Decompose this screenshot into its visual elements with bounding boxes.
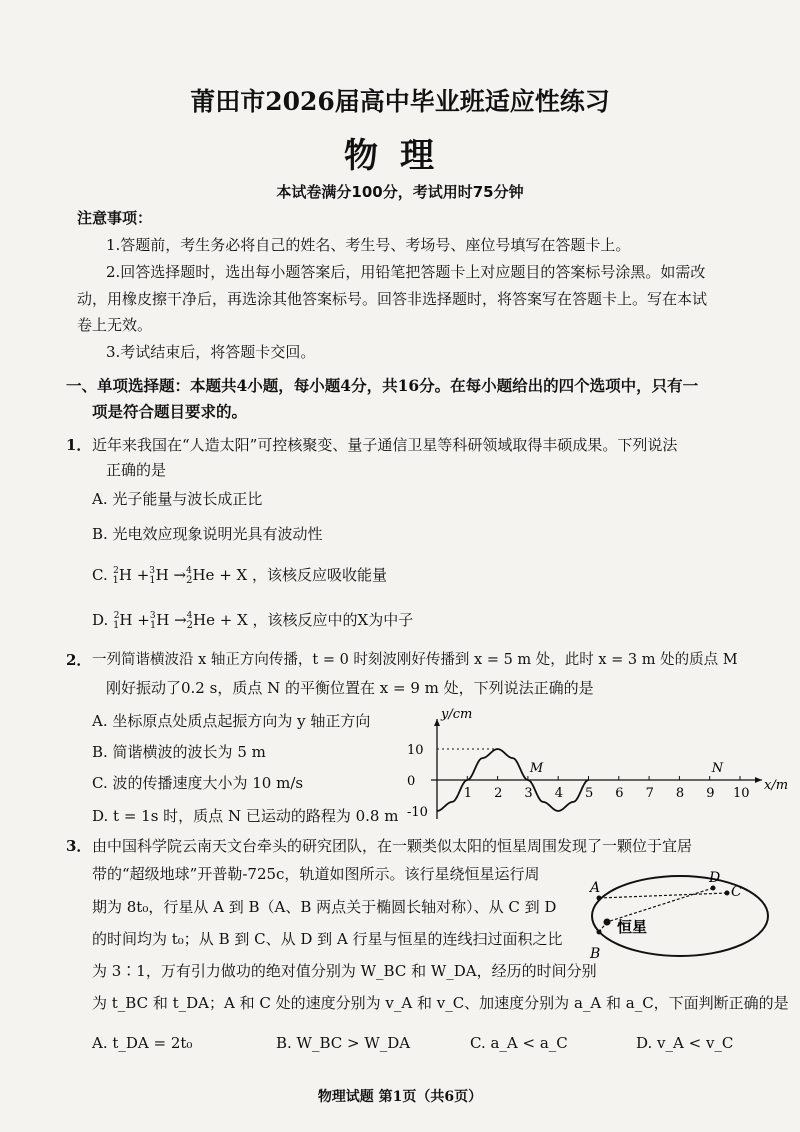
x-tick-label: 7 [645, 786, 654, 801]
q2-option-c: C. 波的传播速度大小为 10 m/s [92, 774, 304, 792]
label-b: B [590, 946, 601, 962]
q1-option-c-text: ，该核反应吸收能量 [252, 566, 388, 584]
x-tick-label: 8 [675, 786, 685, 801]
q1-option-d [92, 609, 413, 630]
point-m-label: M [529, 761, 544, 776]
x-tick-label: 4 [554, 786, 563, 801]
q3-option-b: B. W_BC > W_DA [276, 1034, 411, 1052]
q3-stem-line-2: 带的“超级地球”开普勒-725c，轨道如图所示。该行星绕恒星运行周 [92, 865, 540, 883]
q2-option-a: A. 坐标原点处质点起振方向为 y 轴正方向 [92, 712, 371, 730]
q1-stem-line-1: 近年来我国在“人造太阳”可控核聚变、量子通信卫星等科研领域取得丰硕成果。下列说法 [92, 436, 678, 454]
q3-stem-line-1: 由中国科学院云南天文台牵头的研究团队，在一颗类似太阳的恒星周围发现了一颗位于宜居 [92, 837, 693, 855]
notice-item-2-line-3: 卷上无效。 [77, 316, 153, 334]
x-tick-label: 6 [615, 786, 624, 801]
point-c [725, 891, 730, 896]
x-tick-label: 5 [585, 786, 594, 801]
section-heading-line-1: 一、单项选择题：本题共4小题，每小题4分，共16分。在每小题给出的四个选项中，只有一 [66, 376, 699, 395]
label-a: A [590, 880, 601, 896]
notice-item-1: 1.答题前，考生务必将自己的姓名、考生号、考场号、座位号填写在答题卡上。 [106, 236, 631, 254]
subject-title: 物理 [344, 136, 456, 176]
label-c: C [731, 884, 742, 900]
x-axis-arrow [755, 777, 762, 783]
page-footer: 物理试题 第1页（共6页） [317, 1089, 483, 1105]
q1-option-d-label: D. [92, 611, 109, 629]
notice-heading: 注意事项： [77, 209, 153, 227]
q3-stem-line-6: 为 t_BC 和 t_DA；A 和 C 处的速度分别为 v_A 和 v_C、加速度分别为 a_A 和 a_C，下面判断正确的是 [92, 994, 789, 1012]
y-tick-label: 10 [407, 743, 424, 758]
section-heading-line-2: 项是符合题目要求的。 [92, 402, 248, 421]
notice-item-2-line-1: 2.回答选择题时，选出每小题答案后，用铅笔把答题卡上对应题目的答案标号涂黑。如需改 [106, 263, 706, 281]
q1-option-b: B. 光电效应现象说明光具有波动性 [92, 525, 323, 543]
y-axis-arrow [434, 719, 440, 726]
q1-option-d-equation: 2 1 H + 3 1 H → 4 2 He + X [113, 611, 248, 631]
q1-option-c [92, 564, 387, 585]
q3-option-d: D. v_A < v_C [636, 1034, 734, 1052]
q1-stem-line-2: 正确的是 [106, 461, 167, 479]
y-tick-label: 0 [407, 774, 416, 789]
q3-option-c: C. a_A < a_C [470, 1034, 568, 1052]
orbit-diagram [585, 868, 775, 968]
notice-item-2-line-2: 动，用橡皮擦干净后，再选涂其他答案标号。回答非选择题时，将答案写在答题卡上。写在本试 [77, 290, 708, 308]
q2-stem-line-2: 刚好振动了0.2 s，质点 N 的平衡位置在 x = 9 m 处，下列说法正确的是 [106, 679, 594, 697]
y-axis-label: y/cm [441, 707, 473, 722]
q1-number: 1． [66, 436, 92, 454]
q1-option-a: A. 光子能量与波长成正比 [92, 490, 263, 508]
q1-option-c-label: C. [92, 566, 108, 584]
x-axis-label: x/m [764, 778, 789, 793]
q3-stem-line-3: 期为 8t₀，行星从 A 到 B（A、B 两点关于椭圆长轴对称）、从 C 到 D [92, 898, 557, 916]
point-n-label: N [711, 761, 724, 776]
notice-item-3: 3.考试结束后，将答题卡交回。 [106, 343, 316, 361]
q2-option-d: D. t = 1s 时，质点 N 已运动的路程为 0.8 m [92, 807, 399, 825]
point-a [597, 896, 602, 901]
exam-title: 莆田市2026届高中毕业班适应性练习 [190, 87, 610, 116]
score-note: 本试卷满分100分，考试用时75分钟 [276, 183, 524, 201]
q2-option-b: B. 简谐横波的波长为 5 m [92, 743, 266, 761]
q3-stem-line-5: 为 3∶1，万有引力做功的绝对值分别为 W_BC 和 W_DA，经历的时间分别 [92, 962, 597, 980]
line-a-to-c [599, 893, 727, 898]
x-tick-label: 9 [706, 786, 715, 801]
line-d-to-star [607, 888, 713, 922]
label-star: 恒星 [617, 918, 648, 936]
wave-graph [395, 700, 789, 830]
label-d: D [709, 870, 721, 886]
q3-number: 3． [66, 837, 92, 855]
q3-option-a: A. t_DA = 2t₀ [92, 1034, 193, 1052]
q3-stem-line-4: 的时间均为 t₀；从 B 到 C、从 D 到 A 行星与恒星的连线扫过面积之比 [92, 930, 563, 948]
x-tick-label: 3 [524, 786, 533, 801]
q2-stem-line-1: 一列简谐横波沿 x 轴正方向传播，t = 0 时刻波刚好传播到 x = 5 m 处，此时 x = 3 m 处的质点 M [92, 652, 738, 668]
point-b [597, 930, 602, 935]
x-tick-label: 1 [463, 786, 473, 801]
point-d [711, 886, 716, 891]
q1-option-c-equation: 2 1 H + 3 1 H → 4 2 He + X [112, 566, 248, 586]
y-tick-label: -10 [407, 805, 428, 820]
star-marker [604, 919, 611, 926]
q1-option-d-text: ，该核反应中的X为中子 [252, 611, 414, 629]
x-tick-label: 10 [733, 786, 750, 801]
x-tick-label: 2 [494, 786, 503, 801]
q2-number: 2． [66, 651, 92, 669]
